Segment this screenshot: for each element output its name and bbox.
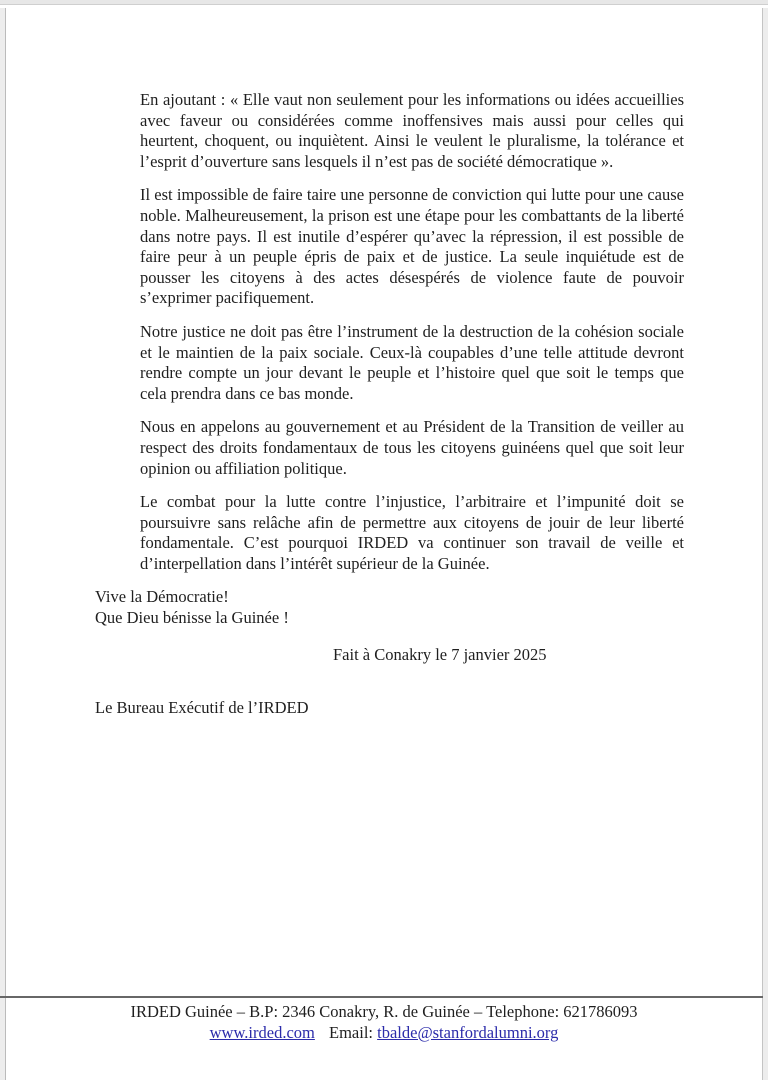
scan-edge-right: [762, 8, 768, 1080]
body-paragraph: Nous en appelons au gouvernement et au Président de la Transition de veiller au respect des droits fondamentaux de tous les citoyens guinéens quel que soit leur opinion ou affiliation politique.: [140, 417, 684, 478]
footer: [6, 1001, 762, 1043]
body-paragraph: Notre justice ne doit pas être l’instrument de la destruction de la cohésion sociale et le maintien de la paix sociale. Ceux-là coupables d’une telle attitude devront rendre compte un jour devant le peuple et l’histoire quel que soit le temps que cela prendra dans ce bas monde.: [140, 321, 684, 403]
footer-address: IRDED Guinée – B.P: 2346 Conakry, R. de Guinée – Telephone: 621786093: [130, 1002, 638, 1021]
footer-separator: [0, 996, 763, 998]
website-link[interactable]: www.irded.com: [209, 1023, 315, 1042]
scan-edge-top: [0, 0, 768, 5]
email-label: Email:: [329, 1023, 373, 1042]
letter-body: [95, 90, 684, 719]
closing-line: Que Dieu bénisse la Guinée !: [95, 608, 289, 628]
body-paragraph: Le combat pour la lutte contre l’injustice, l’arbitraire et l’impunité doit se poursuivre sans relâche afin de permettre aux citoyens de jouir de leur liberté fondamentale. C’est pourquoi IRDED va continuer son travail de veille et d’interpellation dans l’intérêt supérieur de la Guinée.: [140, 492, 684, 573]
scan-edge-left: [0, 8, 6, 1080]
date-line: Fait à Conakry le 7 janvier 2025: [333, 644, 547, 664]
body-paragraph: En ajoutant : « Elle vaut non seulement pour les informations ou idées accueillies avec faveur ou considérées comme inoffensives mais aussi pour celles qui heurtent, choquent, ou inquiètent. Ainsi le veulent le pluralisme, la tolérance et l’esprit d’ouverture sans lesquels il n’est pas de société démocratique ».: [140, 90, 684, 171]
email-link[interactable]: tbalde@stanfordalumni.org: [377, 1023, 559, 1042]
footer-contacts: [6, 1022, 762, 1043]
closing-line: Vive la Démocratie!: [95, 587, 229, 607]
body-paragraph: Il est impossible de faire taire une personne de conviction qui lutte pour une cause noble. Malheureusement, la prison est une étape pour les combattants de la liberté dans notre pays. Il est inutile d’espérer qu’avec la répression, il est possible de faire peur à un peuple épris de paix et de justice. La seule inquiétude est de pousser les citoyens à des actes désespérés de violence faute de pouvoir s’exprimer pacifiquement.: [140, 185, 684, 308]
closing-block: [95, 587, 684, 628]
signature-line: Le Bureau Exécutif de l’IRDED: [95, 698, 309, 718]
